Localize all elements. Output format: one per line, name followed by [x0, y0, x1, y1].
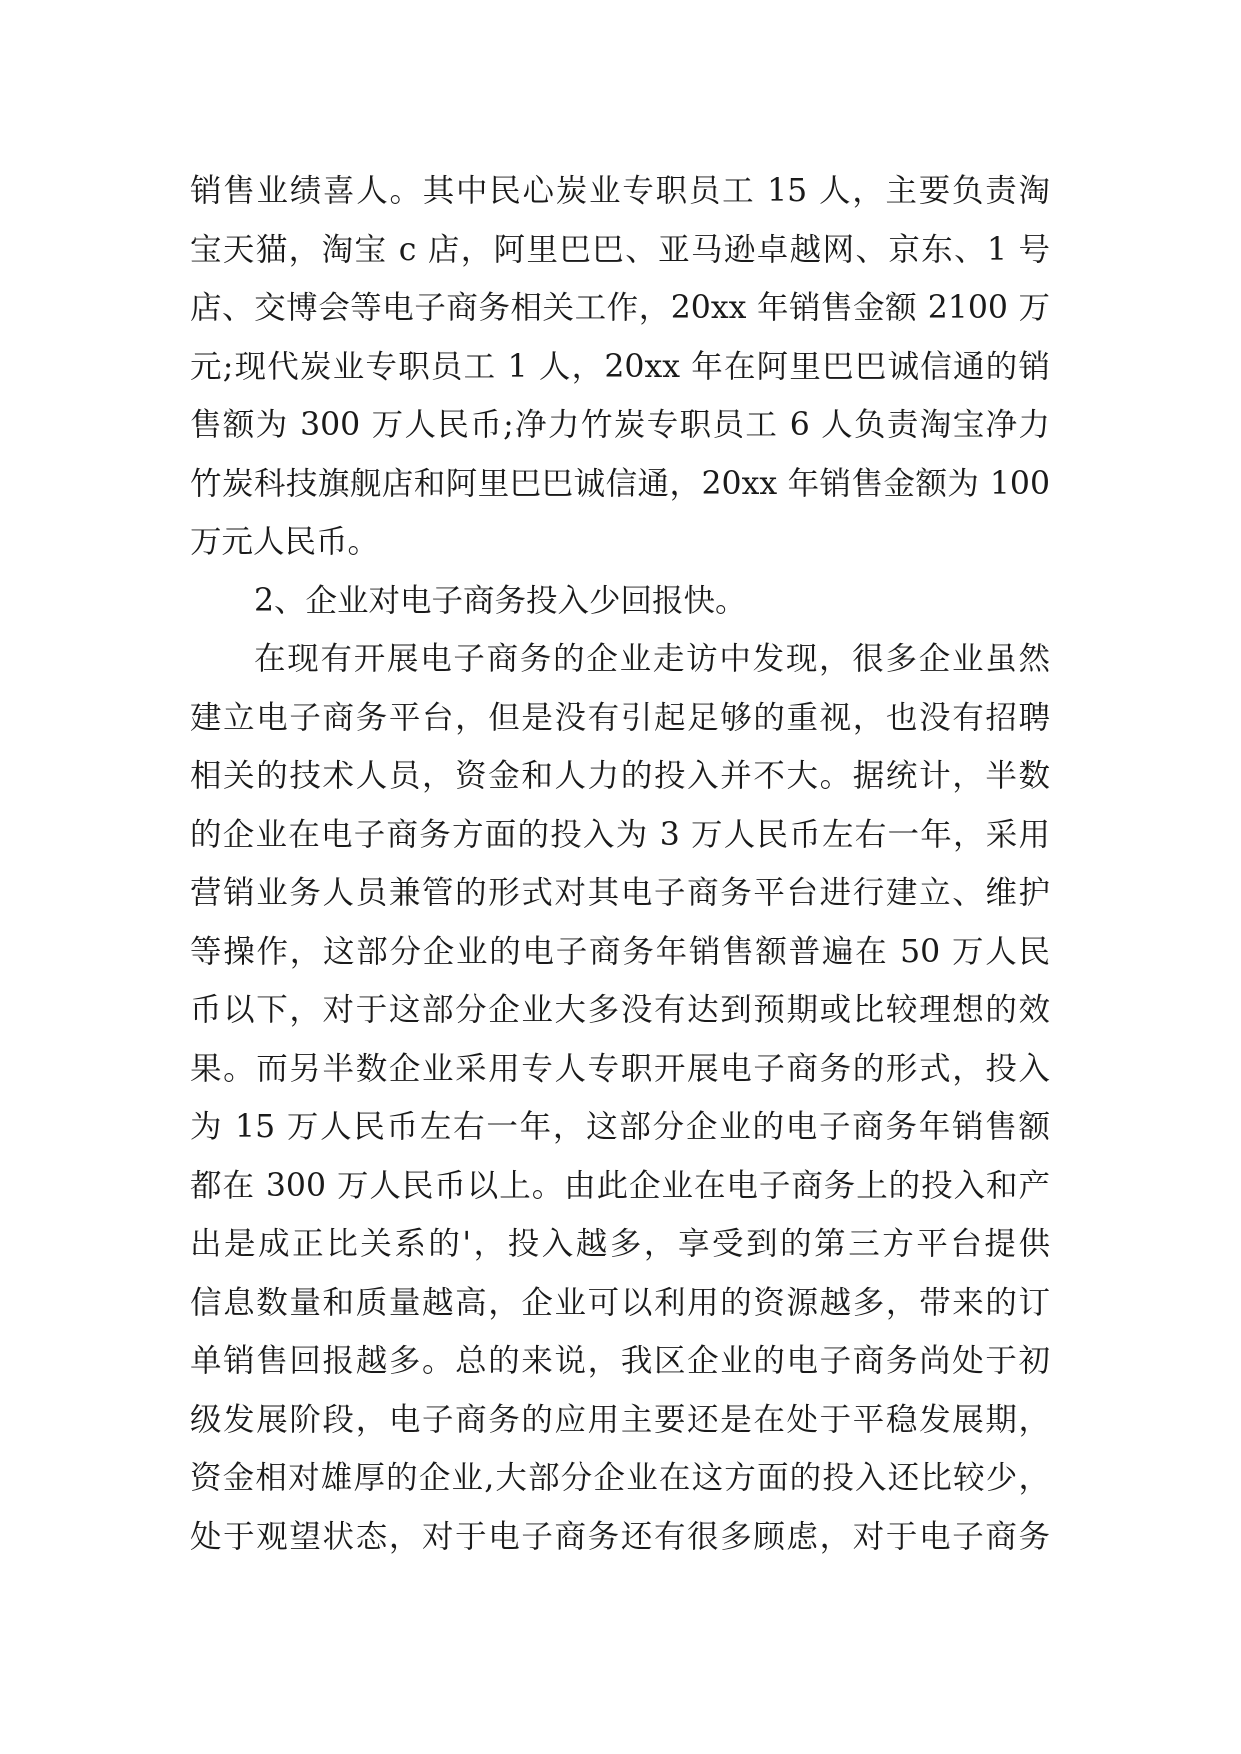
- text-line: 处于观望状态，对于电子商务还有很多顾虑，对于电子商务: [190, 1518, 1050, 1555]
- text-line: 资金相对雄厚的企业,大部分企业在这方面的投入还比较少，: [190, 1460, 1050, 1496]
- text-line: 元;现代炭业专职员工 1 人，20xx 年在阿里巴巴诚信通的销: [190, 348, 1050, 385]
- text-line: 店、交博会等电子商务相关工作，20xx 年销售金额 2100 万: [190, 290, 1050, 326]
- text-line: 出是成正比关系的'，投入越多，享受到的第三方平台提供: [190, 1226, 1050, 1262]
- text-line: 销售业绩喜人。其中民心炭业专职员工 15 人，主要负责淘: [190, 173, 1050, 209]
- text-line: 在现有开展电子商务的企业走访中发现，很多企业虽然: [254, 641, 1050, 677]
- paragraph-investment: [190, 630, 1050, 1566]
- text-line: 级发展阶段，电子商务的应用主要还是在处于平稳发展期，: [190, 1401, 1050, 1438]
- text-line: 售额为 300 万人民币;净力竹炭专职员工 6 人负责淘宝净力: [190, 407, 1050, 443]
- text-line: 果。而另半数企业采用专人专职开展电子商务的形式，投入: [190, 1050, 1050, 1087]
- text-line: 万元人民币。: [190, 524, 380, 560]
- text-line: 等操作，这部分企业的电子商务年销售额普遍在 50 万人民: [190, 933, 1050, 970]
- text-line: 的企业在电子商务方面的投入为 3 万人民币左右一年，采用: [190, 816, 1050, 853]
- paragraph-sales-results: [190, 162, 1050, 572]
- text-line: 相关的技术人员，资金和人力的投入并不大。据统计，半数: [190, 758, 1050, 794]
- section-heading: [190, 572, 1050, 631]
- text-line: 信息数量和质量越高，企业可以利用的资源越多，带来的订: [190, 1284, 1050, 1321]
- text-line: 竹炭科技旗舰店和阿里巴巴诚信通，20xx 年销售金额为 100: [190, 465, 1050, 502]
- text-line: 建立电子商务平台，但是没有引起足够的重视，也没有招聘: [190, 699, 1050, 736]
- body-text: [190, 162, 1050, 1566]
- text-line: 单销售回报越多。总的来说，我区企业的电子商务尚处于初: [190, 1343, 1050, 1379]
- heading-line: 2、企业对电子商务投入少回报快。: [254, 582, 747, 619]
- text-line: 宝天猫，淘宝 c 店，阿里巴巴、亚马逊卓越网、京东、1 号: [190, 231, 1050, 268]
- text-line: 为 15 万人民币左右一年，这部分企业的电子商务年销售额: [190, 1109, 1050, 1145]
- text-line: 币以下，对于这部分企业大多没有达到预期或比较理想的效: [190, 992, 1050, 1028]
- text-line: 营销业务人员兼管的形式对其电子商务平台进行建立、维护: [190, 875, 1050, 911]
- text-line: 都在 300 万人民币以上。由此企业在电子商务上的投入和产: [190, 1167, 1050, 1204]
